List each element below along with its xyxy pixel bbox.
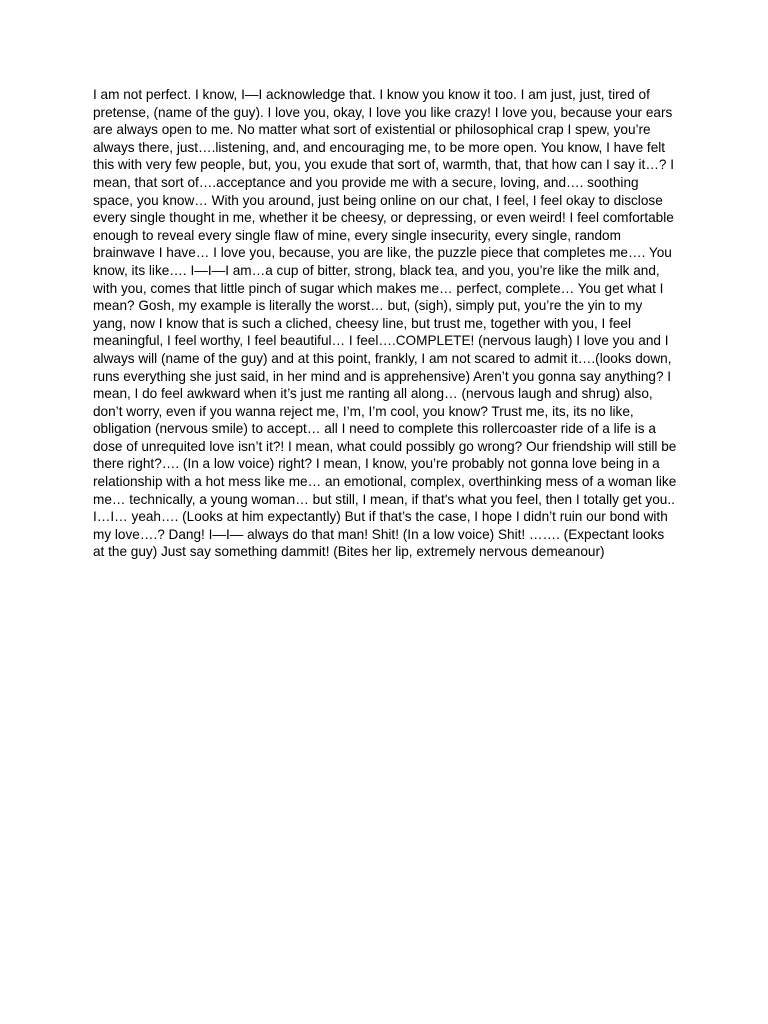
monologue-paragraph: I am not perfect. I know, I—I acknowledge that. I know you know it too. I am just, just, tired of pretense, (name of the guy). I love you, okay, I love you like crazy! I love you, because your ears are always open to me. No matter what sort of existential or philosophical crap I spew, you’re always there, just….listening, and, and encouraging me, to be more open. You know, I have felt this with very few people, but, you, you exude that sort of, warmth, that, that how can I say it…? I mean, that sort of….acceptance and you provide me with a secure, loving, and…. soothing space, you know… With you around, just being online on our chat, I feel, I feel okay to disclose every single thought in me, whether it be cheesy, or depressing, or even weird! I feel comfortable enough to reveal every single flaw of mine, every single insecurity, every single, random brainwave I have… I love you, because, you are like, the puzzle piece that completes me…. You know, its like…. I—I—I am…a cup of bitter, strong, black tea, and you, you’re like the milk and, with you, comes that little pinch of sugar which makes me… perfect, complete… You get what I mean? Gosh, my example is literally the worst… but, (sigh), simply put, you’re the yin to my yang, now I know that is such a cliched, cheesy line, but trust me, together with you, I feel meaningful, I feel worthy, I feel beautiful… I feel….COMPLETE! (nervous laugh) I love you and I always will (name of the guy) and at this point, frankly, I am not scared to admit it….(looks down, runs everything she just said, in her mind and is apprehensive) Aren’t you gonna say anything? I mean, I do feel awkward when it’s just me ranting all along… (nervous laugh and shrug) also, don’t worry, even if you wanna reject me, I’m, I’m cool, you know? Trust me, its, its no like, obligation (nervous smile) to accept… all I need to complete this rollercoaster ride of a life is a dose of unrequited love isn’t it?! I mean, what could possibly go wrong? Our friendship will still be there right?…. (In a low voice) right? I mean, I know, you’re probably not gonna love being in a relationship with a hot mess like me… an emotional, complex, overthinking mess of a woman like me… technically, a young woman… but still, I mean, if that's what you feel, then I totally get you.. I…I… yeah…. (Looks at him expectantly) But if that’s the case, I hope I didn’t ruin our bond with my love….? Dang! I—I— always do that man! Shit! (In a low voice) Shit! ……. (Expectant looks at the guy) Just say something dammit! (Bites her lip, extremely nervous demeanour) [93, 87, 677, 560]
